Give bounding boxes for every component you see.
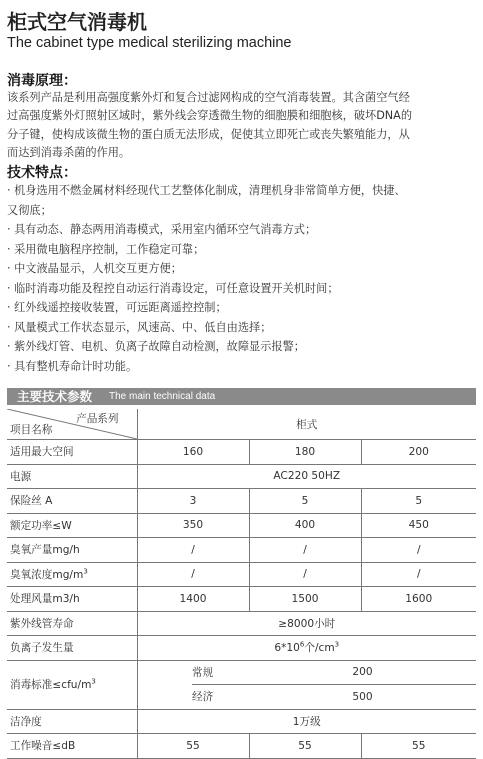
- principle-heading: 消毒原理：: [7, 73, 77, 89]
- cell-value: 55: [361, 734, 476, 759]
- row-label: 紫外线管寿命: [7, 611, 137, 636]
- superscript: 3: [91, 677, 96, 686]
- row-label: 处理风量m3/h: [7, 587, 137, 612]
- principle-line: 该系列产品是利用高强度紫外灯和复合过滤网构成的空气消毒装置。其含菌空气经: [7, 91, 410, 104]
- cell-value: 5: [361, 489, 476, 514]
- cell-value: 160: [137, 440, 249, 465]
- cell-value: [137, 636, 476, 661]
- cell-value: 3: [137, 489, 249, 514]
- row-label: 电源: [7, 464, 137, 489]
- spec-heading-cn: 主要技术参数: [17, 389, 93, 404]
- row-label-text: 消毒标准≤cfu/m: [10, 679, 92, 691]
- superscript: 3: [334, 640, 340, 649]
- page-title-en: The cabinet type medical sterilizing machine: [7, 35, 292, 51]
- table-row: [7, 587, 476, 612]
- feature-item: · 红外线遥控接收装置，可远距离遥控控制；: [7, 301, 227, 314]
- feature-item: · 紫外线灯管、电机、负离子故障自动检测，故障显示报警；: [7, 340, 305, 353]
- row-label: 负离子发生量: [7, 636, 137, 661]
- features-list: [7, 181, 477, 376]
- cell-value: 1600: [361, 587, 476, 612]
- table-row: [7, 538, 476, 563]
- row-label: [7, 562, 137, 587]
- feature-item: · 具有动态、静态两用消毒模式，采用室内循环空气消毒方式；: [7, 223, 317, 236]
- feature-item: 又彻底；: [7, 203, 52, 217]
- cell-value: 350: [137, 513, 249, 538]
- superscript: 3: [83, 567, 88, 576]
- cell-value: 1400: [137, 587, 249, 612]
- principle-line: 过高强度紫外灯照射区域时，紫外线会穿透微生物的细胞膜和细胞核，破坏DNA的: [7, 109, 413, 123]
- sub-label: 经济: [192, 685, 249, 710]
- cell-value: AC220 50HZ: [137, 464, 476, 489]
- feature-item: · 风量模式工作状态显示，风速高、中、低自由选择；: [7, 320, 272, 334]
- ion-value-pre: 6*10: [274, 642, 300, 655]
- cell-value: 5: [249, 489, 361, 514]
- cell-value: /: [249, 562, 361, 587]
- table-row: [7, 562, 476, 587]
- principle-text: [7, 89, 472, 163]
- cell-value: /: [361, 538, 476, 563]
- feature-item: · 中文液晶显示，人机交互更方便；: [7, 262, 182, 275]
- table-header-row: [7, 409, 476, 440]
- spec-table: [7, 409, 476, 759]
- sub-label: 常规: [192, 660, 249, 685]
- page-title-cn: 柜式空气消毒机: [7, 10, 147, 34]
- row-label: [7, 660, 137, 709]
- cell-value: 180: [249, 440, 361, 465]
- table-row: [7, 660, 476, 685]
- table-row: [7, 513, 476, 538]
- cell-value: 55: [249, 734, 361, 759]
- spec-heading-en: The main technical data: [109, 391, 216, 402]
- cell-value: 400: [249, 513, 361, 538]
- feature-item: · 机身选用不燃金属材料经现代工艺整体化制成，清理机身非常简单方便，快捷、: [7, 184, 406, 197]
- spec-section-band: [7, 388, 476, 405]
- feature-item: · 采用微电脑程序控制，工作稳定可靠；: [7, 242, 205, 256]
- corner-bottom-label: 项目名称: [10, 424, 53, 436]
- row-label: 工作噪音≤dB: [7, 734, 137, 759]
- cell-value: /: [137, 538, 249, 563]
- table-row: [7, 464, 476, 489]
- row-label: 臭氧产量mg/h: [7, 538, 137, 563]
- series-header: 柜式: [137, 409, 476, 440]
- table-row: [7, 440, 476, 465]
- table-row: [7, 489, 476, 514]
- cell-value: /: [361, 562, 476, 587]
- spacer-cell: [137, 660, 192, 685]
- table-row: [7, 734, 476, 759]
- principle-line: 分子键，使构成该微生物的蛋白质无法形成，促使其立即死亡或丧失繁殖能力，从: [7, 127, 410, 141]
- table-row: [7, 611, 476, 636]
- row-label: 适用最大空间: [7, 440, 137, 465]
- cell-value: 450: [361, 513, 476, 538]
- cell-value: ≥8000小时: [137, 611, 476, 636]
- cell-value: 1500: [249, 587, 361, 612]
- table-row: [7, 636, 476, 661]
- row-label: 保险丝 A: [7, 489, 137, 514]
- cell-value: /: [249, 538, 361, 563]
- cell-value: 1万级: [137, 709, 476, 734]
- row-label-text: 臭氧浓度mg/m: [10, 568, 84, 581]
- corner-top-label: 产品系列: [76, 413, 119, 425]
- table-row: [7, 709, 476, 734]
- feature-item: · 临时消毒功能及程控自动运行消毒设定，可任意设置开关机时间；: [7, 281, 339, 295]
- cell-value: 200: [249, 660, 476, 685]
- spacer-cell: [137, 685, 192, 710]
- cell-value: 500: [249, 685, 476, 710]
- principle-line: 而达到消毒杀菌的作用。: [7, 146, 131, 160]
- superscript: 6: [299, 640, 305, 649]
- row-label: 洁净度: [7, 709, 137, 734]
- cell-value: /: [137, 562, 249, 587]
- feature-item: · 具有整机寿命计时功能。: [7, 359, 138, 373]
- features-heading: 技术特点：: [7, 165, 77, 181]
- corner-cell: [7, 409, 137, 440]
- cell-value: 55: [137, 734, 249, 759]
- cell-value: 200: [361, 440, 476, 465]
- ion-value-unit: 个/cm: [304, 642, 335, 655]
- row-label: 额定功率≤W: [7, 513, 137, 538]
